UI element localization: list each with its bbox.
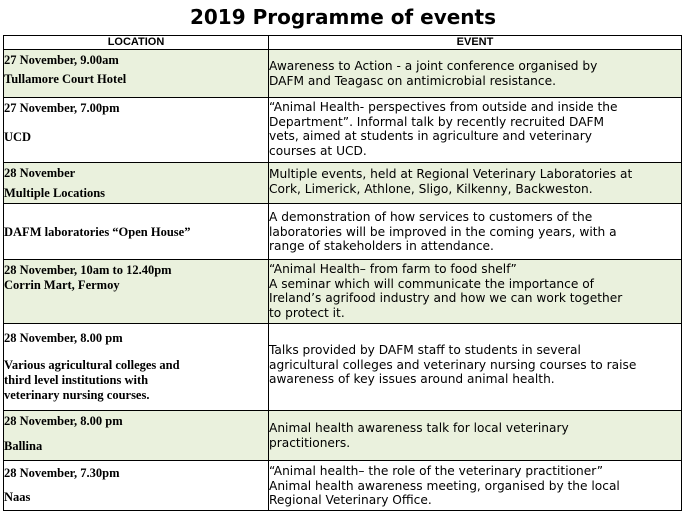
event-text-line: awareness of key issues around animal health.	[269, 372, 555, 387]
event-place: Tullamore Court Hotel	[4, 72, 127, 86]
event-text-line: Cork, Limerick, Athlone, Sligo, Kilkenny, Backweston.	[269, 181, 593, 196]
location-cell	[4, 260, 269, 324]
event-cell	[269, 98, 682, 163]
event-text-line: Animal health awareness meeting, organised by the local	[269, 478, 620, 493]
table-row	[4, 204, 682, 260]
table-row	[4, 324, 682, 411]
event-text-line: Department”. Informal talk by recently recruited DAFM	[269, 114, 605, 129]
table-row	[4, 163, 682, 204]
event-place: UCD	[4, 130, 32, 144]
event-date: 28 November, 10am to 12.40pm	[4, 263, 172, 277]
event-text-line: range of stakeholders in attendance.	[269, 239, 494, 254]
event-place-line: veterinary nursing courses.	[4, 388, 150, 402]
event-text-line: laboratories will be improved in the coming years, with a	[269, 224, 617, 239]
location-cell	[4, 163, 269, 204]
table-row	[4, 98, 682, 163]
event-place-line: Various agricultural colleges and	[4, 358, 180, 372]
event-text-line: A seminar which will communicate the importance of	[269, 276, 594, 291]
event-text-line: Talks provided by DAFM staff to students in several	[269, 343, 581, 357]
event-cell	[269, 324, 682, 411]
event-text-line: practitioners.	[269, 435, 351, 450]
table-row	[4, 411, 682, 461]
event-column-header: EVENT	[269, 36, 682, 50]
location-cell	[4, 411, 269, 461]
event-text-line: courses at UCD.	[269, 143, 367, 158]
event-text-line: DAFM and Teagasc on antimicrobial resistance.	[269, 73, 556, 88]
table-row	[4, 461, 682, 511]
location-cell	[4, 204, 269, 260]
page-title: 2019 Programme of events	[189, 5, 497, 29]
event-cell	[269, 50, 682, 98]
table-row	[4, 50, 682, 98]
event-text-line: Awareness to Action - a joint conference organised by	[269, 59, 598, 73]
event-place-line: third level institutions with	[4, 373, 149, 387]
event-cell	[269, 204, 682, 260]
event-text-line: to protect it.	[269, 305, 345, 320]
event-cell	[269, 461, 682, 511]
location-column-header: LOCATION	[4, 36, 269, 50]
location-cell	[4, 324, 269, 411]
event-date: 28 November, 8.00 pm	[4, 414, 123, 428]
event-cell	[269, 163, 682, 204]
event-cell	[269, 411, 682, 461]
event-text-line: Ireland’s agrifood industry and how we can work together	[269, 291, 623, 306]
event-text-line: Multiple events, held at Regional Veterinary Laboratories at	[269, 167, 633, 181]
location-cell	[4, 98, 269, 163]
table-row	[4, 260, 682, 324]
event-text-line: “Animal health– the role of the veterinary practitioner”	[269, 464, 604, 478]
event-date: 27 November, 7.00pm	[4, 101, 120, 115]
event-date: 28 November, 8.00 pm	[4, 331, 123, 345]
event-place: DAFM laboratories “Open House”	[4, 225, 191, 239]
event-text-line: “Animal Health- perspectives from outside and inside the	[269, 100, 618, 114]
event-text-line: Animal health awareness talk for local veterinary	[269, 421, 569, 435]
location-cell	[4, 461, 269, 511]
location-cell	[4, 50, 269, 98]
event-place: Naas	[4, 490, 31, 504]
event-place: Corrin Mart, Fermoy	[4, 278, 120, 292]
event-date: 28 November, 7.30pm	[4, 466, 120, 480]
table-header-row	[4, 36, 682, 50]
event-text-line: Regional Veterinary Office.	[269, 493, 432, 508]
event-place: Multiple Locations	[4, 186, 106, 200]
event-place: Ballina	[4, 439, 43, 453]
event-date: 28 November	[4, 166, 76, 180]
event-text-line: “Animal Health– from farm to food shelf”	[269, 262, 517, 276]
event-text-line: vets, aimed at students in agriculture and veterinary	[269, 129, 592, 144]
programme-table	[3, 35, 682, 511]
event-date: 27 November, 9.00am	[4, 53, 119, 67]
event-text-line: A demonstration of how services to customers of the	[269, 210, 593, 224]
event-text-line: agricultural colleges and veterinary nursing courses to raise	[269, 357, 637, 372]
event-cell	[269, 260, 682, 324]
